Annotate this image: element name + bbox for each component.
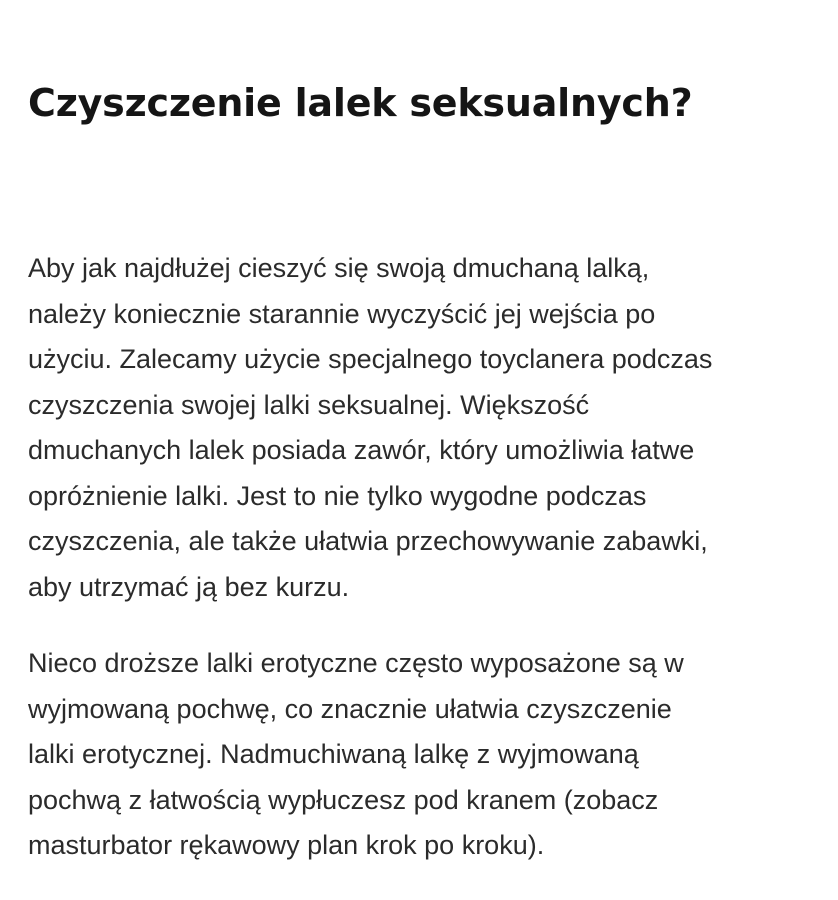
paragraph-line: użyciu. Zalecamy użycie specjalnego toyclanera podczas — [28, 344, 713, 374]
paragraph-line: czyszczenia, ale także ułatwia przechowywanie zabawki, — [28, 526, 708, 556]
section-heading: Czyszczenie lalek seksualnych? — [28, 81, 693, 125]
paragraph-line: aby utrzymać ją bez kurzu. — [28, 571, 350, 602]
paragraph-line: należy koniecznie starannie wyczyścić jej wejścia po — [28, 298, 656, 329]
paragraph-line: czyszczenia swojej lalki seksualnej. Większość — [28, 389, 590, 420]
paragraph-line: masturbator rękawowy plan krok po kroku). — [28, 830, 545, 860]
paragraph-line: Nieco droższe lalki erotyczne często wyposażone są w — [28, 648, 684, 678]
paragraph-removable-vagina — [28, 641, 808, 869]
paragraph-cleaning-intro — [28, 246, 808, 610]
paragraph-line: dmuchanych lalek posiada zawór, który umożliwia łatwe — [28, 435, 695, 465]
paragraph-line: lalki erotycznej. Nadmuchiwaną lalkę z wyjmowaną — [28, 739, 639, 769]
paragraph-line: wyjmowaną pochwę, co znacznie ułatwia czyszczenie — [28, 693, 672, 724]
paragraph-line: Aby jak najdłużej cieszyć się swoją dmuchaną lalką, — [28, 253, 650, 283]
paragraph-line: opróżnienie lalki. Jest to nie tylko wygodne podczas — [28, 480, 647, 511]
paragraph-line: pochwą z łatwością wypłuczesz pod kranem (zobacz — [28, 784, 659, 815]
